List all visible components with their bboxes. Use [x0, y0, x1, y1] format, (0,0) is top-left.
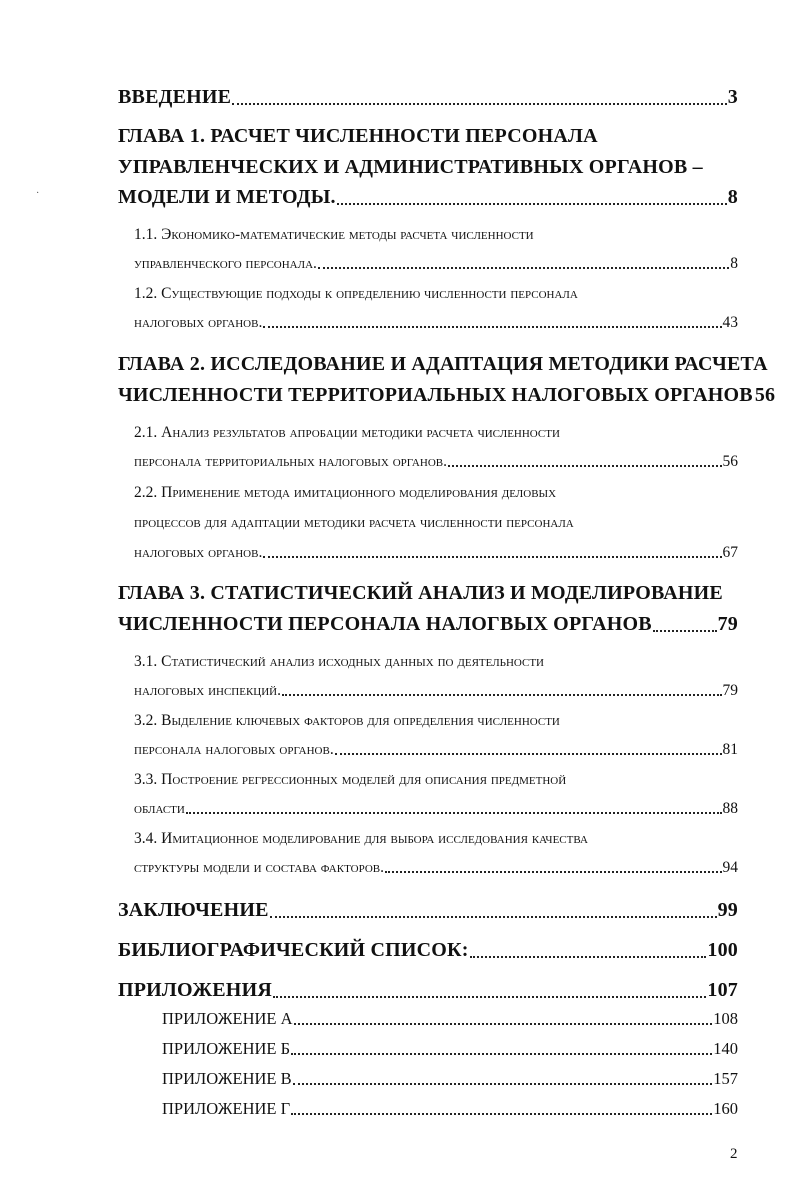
stray-mark: · — [36, 188, 40, 199]
toc-page: 56 — [754, 384, 776, 406]
toc-page: 100 — [707, 939, 738, 961]
leader-dots — [335, 753, 722, 755]
toc-page: 107 — [707, 979, 738, 1001]
toc-entry-chapter-2[interactable] — [118, 384, 776, 407]
leader-dots — [385, 871, 721, 873]
toc-entry-appendices[interactable] — [118, 979, 738, 1002]
toc-entry-section-2-1[interactable] — [134, 453, 738, 471]
toc-page: 79 — [717, 613, 738, 635]
toc-entry-section-3-3[interactable] — [134, 800, 738, 818]
toc-title: персонала налоговых органов. — [134, 741, 334, 758]
chapter-1-heading-line-2[interactable]: УПРАВЛЕНЧЕСКИХ И АДМИНИСТРАТИВНЫХ ОРГАНОВ – — [118, 156, 703, 178]
toc-page: 67 — [722, 544, 738, 561]
leader-dots — [273, 996, 706, 998]
leader-dots — [232, 103, 727, 105]
toc-entry-appendix-g[interactable] — [162, 1099, 738, 1119]
chapter-3-heading-line-1[interactable]: ГЛАВА 3. СТАТИСТИЧЕСКИЙ АНАЛИЗ И МОДЕЛИРОВАНИЕ — [118, 582, 723, 604]
toc-page: 160 — [713, 1099, 738, 1118]
toc-entry-appendix-v[interactable] — [162, 1069, 738, 1089]
toc-entry-appendix-b[interactable] — [162, 1039, 738, 1059]
toc-page: 8 — [727, 186, 738, 208]
section-3-3-line-1[interactable]: 3.3. Построение регрессионных моделей для описания предметной — [134, 771, 567, 788]
toc-title: БИБЛИОГРАФИЧЕСКИЙ СПИСОК: — [118, 939, 469, 961]
toc-title: ПРИЛОЖЕНИЕ Г — [162, 1099, 291, 1118]
chapter-2-heading-line-1[interactable]: ГЛАВА 2. ИССЛЕДОВАНИЕ И АДАПТАЦИЯ МЕТОДИКИ РАСЧЕТА — [118, 353, 768, 375]
leader-dots — [263, 556, 721, 558]
toc-title: ЧИСЛЕННОСТИ ПЕРСОНАЛА НАЛОГВЫХ ОРГАНОВ — [118, 613, 652, 635]
toc-title: структуры модели и состава факторов. — [134, 859, 385, 876]
toc-page: 3 — [727, 86, 738, 108]
toc-page: 56 — [722, 453, 738, 470]
leader-dots — [470, 956, 707, 958]
toc-page: 108 — [713, 1009, 738, 1028]
toc-entry-appendix-a[interactable] — [162, 1009, 738, 1029]
toc-entry-section-1-1[interactable] — [134, 255, 738, 273]
section-3-4-line-1[interactable]: 3.4. Имитационное моделирование для выбора исследования качества — [134, 830, 588, 847]
leader-dots — [318, 267, 729, 269]
toc-entry-section-1-2[interactable] — [134, 314, 738, 332]
section-3-1-line-1[interactable]: 3.1. Статистический анализ исходных данных по деятельности — [134, 653, 544, 670]
toc-title: области — [134, 800, 185, 817]
toc-title: управленческого персонала. — [134, 255, 317, 272]
leader-dots — [270, 916, 717, 918]
leader-dots — [448, 465, 722, 467]
leader-dots — [653, 630, 717, 632]
leader-dots — [291, 1053, 712, 1055]
toc-page: 43 — [722, 314, 738, 331]
page-number: 2 — [730, 1146, 738, 1162]
leader-dots — [337, 203, 727, 205]
section-1-1-line-1[interactable]: 1.1. Экономико-математические методы расчета численности — [134, 226, 534, 243]
toc-title: ПРИЛОЖЕНИЕ Б — [162, 1039, 291, 1058]
toc-page: 79 — [722, 682, 738, 699]
toc-page: 81 — [722, 741, 738, 758]
toc-title: налоговых органов. — [134, 314, 263, 331]
toc-entry-section-3-4[interactable] — [134, 859, 738, 877]
toc-title: МОДЕЛИ И МЕТОДЫ. — [118, 186, 336, 208]
leader-dots — [282, 694, 721, 696]
section-2-2-line-1[interactable]: 2.2. Применение метода имитационного моделирования деловых — [134, 484, 557, 501]
toc-title: ЗАКЛЮЧЕНИЕ — [118, 899, 269, 921]
toc-title: ПРИЛОЖЕНИЕ А — [162, 1009, 293, 1028]
chapter-1-heading-line-1[interactable]: ГЛАВА 1. РАСЧЕТ ЧИСЛЕННОСТИ ПЕРСОНАЛА — [118, 125, 598, 147]
section-1-2-line-1[interactable]: 1.2. Существующие подходы к определению численности персонала — [134, 285, 578, 302]
toc-page: 94 — [722, 859, 738, 876]
section-2-1-line-1[interactable]: 2.1. Анализ результатов апробации методики расчета численности — [134, 424, 560, 441]
toc-title: ВВЕДЕНИЕ — [118, 86, 232, 108]
toc-title: ПРИЛОЖЕНИЯ — [118, 979, 272, 1001]
leader-dots — [294, 1023, 713, 1025]
toc-entry-chapter-3[interactable] — [118, 613, 738, 636]
section-2-2-line-2[interactable]: процессов для адаптации методики расчета численности персонала — [134, 514, 574, 531]
leader-dots — [293, 1083, 713, 1085]
toc-page: 157 — [713, 1069, 738, 1088]
toc-entry-section-3-2[interactable] — [134, 741, 738, 759]
toc-title: ПРИЛОЖЕНИЕ В — [162, 1069, 292, 1088]
toc-entry-chapter-1[interactable] — [118, 186, 738, 209]
toc-entry-intro[interactable] — [118, 86, 738, 109]
toc-title: ЧИСЛЕННОСТИ ТЕРРИТОРИАЛЬНЫХ НАЛОГОВЫХ ОРГАНОВ — [118, 384, 753, 406]
toc-title: персонала территориальных налоговых органов. — [134, 453, 447, 470]
toc-page: 99 — [717, 899, 738, 921]
toc-entry-bibliography[interactable] — [118, 939, 738, 962]
toc-entry-section-3-1[interactable] — [134, 682, 738, 700]
toc-title: налоговых инспекций. — [134, 682, 282, 699]
toc-page: 88 — [722, 800, 738, 817]
leader-dots — [186, 812, 722, 814]
toc-page: 140 — [713, 1039, 738, 1058]
toc-entry-section-2-2[interactable] — [134, 544, 738, 562]
leader-dots — [291, 1113, 712, 1115]
toc-title: налоговых органов. — [134, 544, 263, 561]
section-3-2-line-1[interactable]: 3.2. Выделение ключевых факторов для определения численности — [134, 712, 560, 729]
leader-dots — [263, 326, 721, 328]
toc-entry-conclusion[interactable] — [118, 899, 738, 922]
toc-page: 8 — [730, 255, 738, 272]
